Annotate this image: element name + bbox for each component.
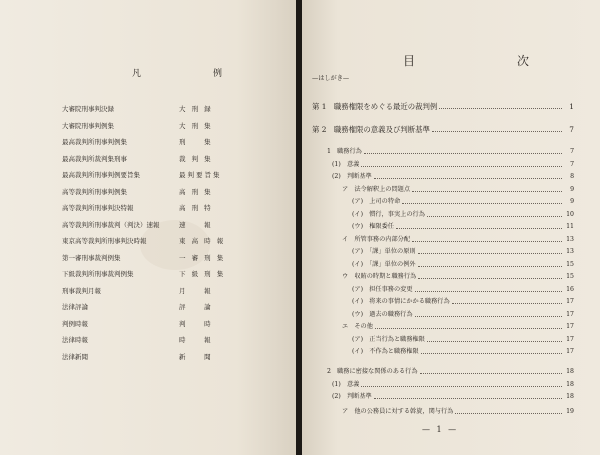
- dot-leader: [418, 278, 562, 279]
- dot-leader: [455, 413, 562, 414]
- abbreviation-short-name: 一 審 刑 集: [179, 253, 226, 262]
- dot-leader: [452, 303, 562, 304]
- abbreviation-short-name: 刑 集: [179, 138, 213, 146]
- toc-entry: [352, 247, 574, 256]
- abbreviation-row: [62, 236, 262, 253]
- toc-entry-title: (イ) 不作為と職務権限: [352, 348, 419, 355]
- toc-entry: [332, 392, 574, 401]
- abbreviation-full-name: 東京高等裁判所刑事判決時報: [62, 237, 147, 245]
- toc-entry: [342, 272, 574, 281]
- abbreviation-short-name: 判 時: [179, 319, 213, 328]
- abbreviation-full-name: 判例時報: [62, 319, 88, 328]
- abbreviation-full-name: 高等裁判所刑事裁判（判決）速報: [62, 220, 160, 229]
- toc-page-number: 15: [566, 261, 574, 268]
- toc-entry: [342, 322, 574, 331]
- abbreviation-full-name: 大審院刑事判例集: [62, 121, 114, 130]
- toc-entry-title: (2) 判断基準: [332, 173, 372, 180]
- toc-entry: [352, 210, 574, 219]
- abbreviation-short-name: 高 刑 特: [179, 204, 213, 212]
- toc-page-number: 17: [566, 348, 574, 355]
- toc-entry: [352, 347, 574, 356]
- toc-entry-title: 第 2 職務権限の意義及び判断基準: [312, 125, 430, 134]
- toc-entry: [352, 222, 574, 231]
- toc-entry: [332, 172, 574, 181]
- abbreviation-row: [62, 253, 262, 270]
- toc-entry-title: (1) 意義: [332, 381, 360, 388]
- hanrei-title: 凡 例: [132, 69, 241, 79]
- abbreviation-short-name: 新 聞: [179, 352, 213, 361]
- toc-page-number: 7: [570, 148, 574, 155]
- toc-entry-title: (ア) 「課」単位の原則: [352, 248, 416, 255]
- abbreviation-row: [62, 335, 262, 352]
- toc-entry: [332, 160, 574, 169]
- toc-page-number: 13: [566, 248, 574, 255]
- dot-leader: [439, 108, 562, 109]
- toc-entry-title: (ア) 正当行為と職務権限: [352, 336, 425, 343]
- toc-entry: [312, 102, 574, 111]
- dot-leader: [412, 241, 562, 242]
- abbreviation-full-name: 法律評論: [62, 303, 88, 311]
- toc-entry: [352, 260, 574, 269]
- dot-leader: [412, 191, 562, 192]
- abbreviation-row: [62, 170, 262, 187]
- toc-page-number: 17: [566, 323, 574, 330]
- toc-page-number: 18: [566, 381, 574, 388]
- toc-entry-title: (イ) 「課」単位の例外: [352, 261, 416, 268]
- toc-page-number: 17: [566, 311, 574, 318]
- toc-page-number: 7: [570, 161, 574, 168]
- abbreviation-full-name: 最高裁判所刑事判例集: [62, 138, 127, 146]
- toc-entry: [342, 185, 574, 194]
- toc-entry: [352, 335, 574, 344]
- abbreviation-list: [62, 104, 262, 368]
- toc-entry: [342, 235, 574, 244]
- toc-entry-title: 1 職務行為: [327, 148, 362, 155]
- table-of-contents-title: 目 次: [403, 54, 556, 68]
- toc-page-number: 17: [566, 298, 574, 305]
- abbreviation-full-name: 大審院刑事判決録: [62, 105, 114, 113]
- dot-leader: [364, 153, 562, 154]
- abbreviation-short-name: 時 報: [179, 336, 213, 344]
- toc-page-number: 8: [570, 173, 574, 180]
- abbreviation-row: [62, 352, 262, 369]
- page-number: — 1 —: [422, 425, 459, 434]
- abbreviation-short-name: 大 刑 録: [179, 105, 213, 113]
- abbreviation-full-name: 法律時報: [62, 336, 88, 344]
- toc-entry: [342, 407, 574, 416]
- dot-leader: [396, 228, 562, 229]
- toc-entry-title: ア 他の公務員に対する斡旋，関与行為: [342, 408, 454, 415]
- toc-page-number: 9: [570, 198, 574, 205]
- dot-leader: [432, 131, 562, 132]
- toc-entry: [312, 125, 574, 134]
- abbreviation-row: [62, 121, 262, 138]
- dot-leader: [421, 353, 562, 354]
- dot-leader: [418, 253, 562, 254]
- dot-leader: [374, 398, 562, 399]
- toc-entry-title: (イ) 慣行，事実上の行為: [352, 211, 425, 218]
- abbreviation-short-name: 大 刑 集: [179, 121, 213, 130]
- toc-entry-title: 2 職務に密接な関係のある行為: [327, 368, 418, 375]
- toc-page-number: 7: [569, 125, 574, 134]
- toc-entry: [327, 147, 574, 156]
- dot-leader: [418, 266, 562, 267]
- abbreviation-row: [62, 154, 262, 171]
- dot-leader: [427, 216, 562, 217]
- toc-page-number: 18: [566, 393, 574, 400]
- toc-entry-title: ア 法令解釈上の問題点: [342, 186, 411, 193]
- dot-leader: [361, 386, 562, 387]
- toc-page-number: 9: [570, 186, 574, 193]
- toc-page-number: 13: [566, 236, 574, 243]
- dot-leader: [420, 373, 562, 374]
- abbreviation-short-name: 最判要旨集: [179, 171, 222, 179]
- toc-page-number: 15: [566, 273, 574, 280]
- abbreviation-row: [62, 302, 262, 319]
- toc-entry-title: (2) 判断基準: [332, 393, 372, 400]
- toc-page-number: 17: [566, 336, 574, 343]
- abbreviation-short-name: 月 報: [179, 286, 213, 295]
- toc-entry-title: (ウ) 権限委任: [352, 223, 394, 230]
- abbreviation-full-name: 法律新聞: [62, 352, 88, 361]
- abbreviation-row: [62, 104, 262, 121]
- toc-entry-title: (ウ) 過去の職務行為: [352, 311, 413, 318]
- abbreviation-row: [62, 137, 262, 154]
- dot-leader: [375, 328, 562, 329]
- abbreviation-short-name: 裁 判 集: [179, 154, 213, 163]
- abbreviation-short-name: 下 級 刑 集: [179, 270, 226, 278]
- toc-entry: [312, 74, 574, 83]
- toc-entry: [352, 310, 574, 319]
- toc-entry-title: (ア) 上司の特命: [352, 198, 401, 205]
- abbreviation-short-name: 東 高 時 報: [179, 237, 226, 245]
- toc-page-number: 18: [566, 368, 574, 375]
- abbreviation-full-name: 第一審刑事裁判例集: [62, 253, 121, 262]
- abbreviation-short-name: 速 報: [179, 220, 213, 229]
- toc-entry-title: —はしがき—: [312, 75, 350, 82]
- toc-page-number: 1: [569, 102, 574, 111]
- abbreviation-row: [62, 319, 262, 336]
- toc-entry: [352, 285, 574, 294]
- toc-entry-title: 第 1 職務権限をめぐる最近の裁判例: [312, 102, 438, 111]
- abbreviation-full-name: 最高裁判所裁判集刑事: [62, 154, 127, 163]
- toc-entry-title: (イ) 将来の事情にかかる職務行為: [352, 298, 450, 305]
- abbreviation-full-name: 最高裁判所刑事判例要旨集: [62, 171, 140, 179]
- toc-page-number: 19: [566, 408, 574, 415]
- abbreviation-short-name: 高 刑 集: [179, 187, 213, 196]
- abbreviation-row: [62, 187, 262, 204]
- abbreviation-row: [62, 220, 262, 237]
- dot-leader: [427, 341, 562, 342]
- dot-leader: [415, 291, 562, 292]
- toc-entry-title: (ア) 担任事務の変更: [352, 286, 413, 293]
- toc-entry-title: イ 所管事務の内部分配: [342, 236, 411, 243]
- toc-entry-title: (1) 意義: [332, 161, 360, 168]
- dot-leader: [415, 316, 562, 317]
- left-page: [0, 0, 296, 455]
- toc-page-number: 11: [566, 223, 574, 230]
- abbreviation-row: [62, 269, 262, 286]
- abbreviation-full-name: 刑事裁判月報: [62, 286, 101, 295]
- toc-entry-title: エ その他: [342, 323, 373, 330]
- toc-entry-title: ウ 収賄の時期と職務行為: [342, 273, 417, 280]
- toc-entry: [352, 197, 574, 206]
- toc-entry: [327, 367, 574, 376]
- toc-page-number: 16: [566, 286, 574, 293]
- abbreviation-full-name: 高等裁判所刑事判例集: [62, 187, 127, 196]
- toc-page-number: 10: [566, 211, 574, 218]
- abbreviation-row: [62, 203, 262, 220]
- abbreviation-short-name: 評 論: [179, 303, 213, 311]
- abbreviation-full-name: 高等裁判所刑事判決特報: [62, 204, 134, 212]
- dot-leader: [374, 178, 562, 179]
- dot-leader: [402, 203, 562, 204]
- dot-leader: [361, 166, 562, 167]
- abbreviation-row: [62, 286, 262, 303]
- toc-entry: [352, 297, 574, 306]
- toc-entry: [332, 380, 574, 389]
- abbreviation-full-name: 下級裁判所刑事裁判例集: [62, 270, 134, 278]
